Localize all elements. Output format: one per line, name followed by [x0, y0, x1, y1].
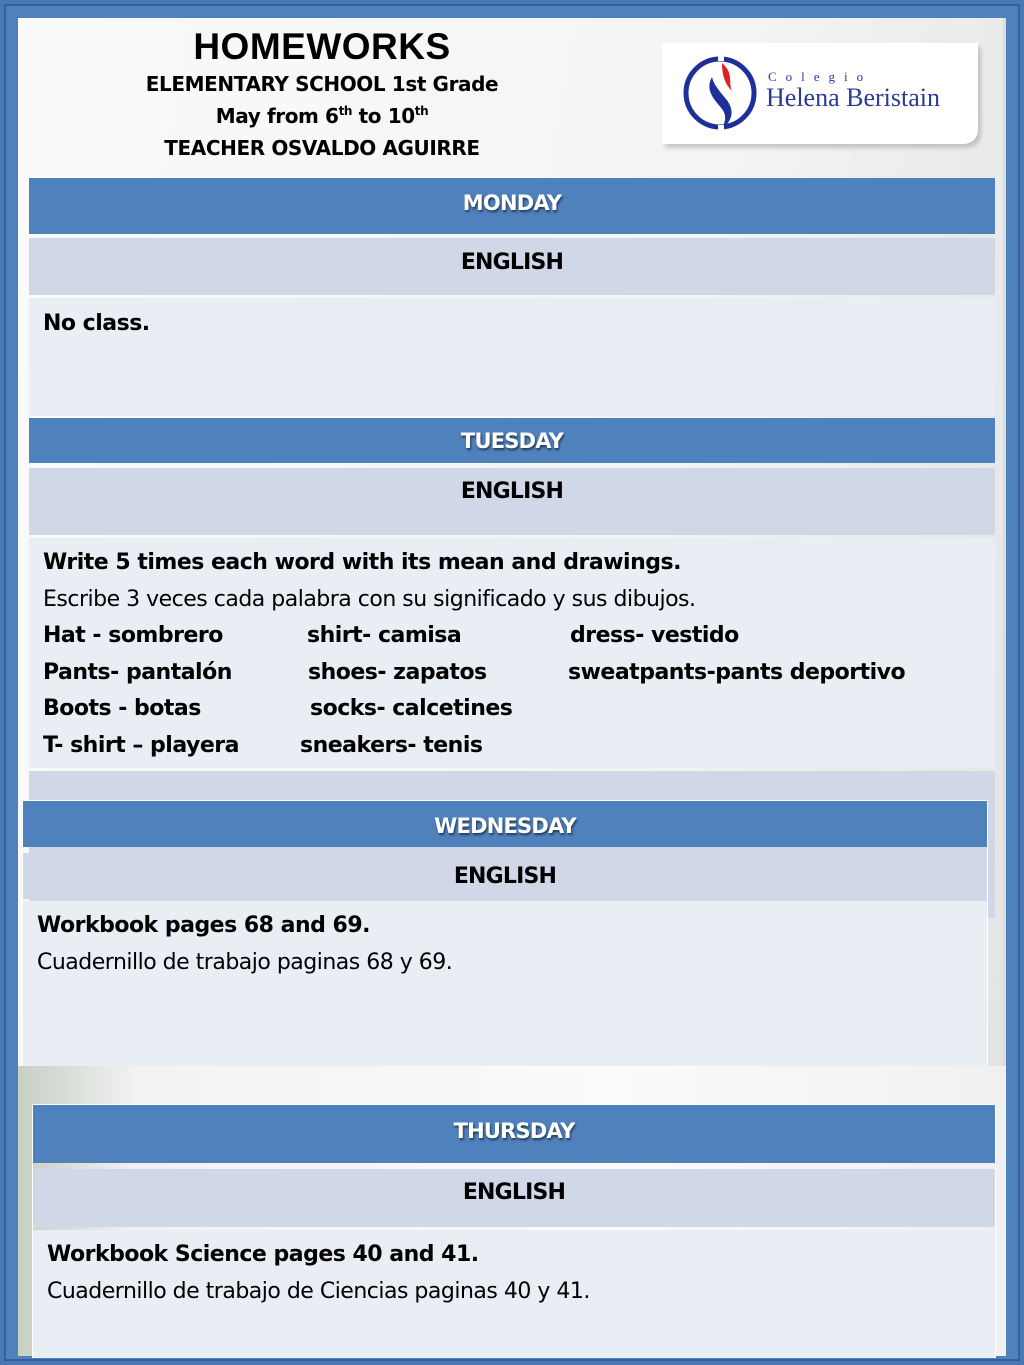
vocab-item: T- shirt – playera	[43, 732, 239, 758]
content-thursday	[33, 1230, 995, 1358]
day-header-wednesday: WEDNESDAY	[23, 801, 987, 847]
instruction-english: Write 5 times each word with its mean and drawings.	[43, 550, 681, 575]
vocab-item: sweatpants-pants deportivo	[568, 659, 906, 685]
subject-monday: ENGLISH	[29, 238, 995, 295]
date-end: to 10	[352, 104, 415, 128]
teacher-name: TEACHER OSVALDO AGUIRRE	[164, 136, 480, 160]
school-level: ELEMENTARY SCHOOL 1st Grade	[145, 72, 499, 96]
vocab-item: Hat - sombrero	[43, 623, 223, 648]
date-range	[100, 104, 544, 128]
subject-wednesday: ENGLISH	[23, 853, 987, 899]
date-end-suffix: th	[414, 104, 429, 118]
logo-small-text: Colegio	[768, 69, 873, 84]
vocab-item: shoes- zapatos	[308, 659, 487, 685]
instruction-spanish: Cuadernillo de trabajo paginas 68 y 69.	[37, 949, 453, 975]
instruction-english: Workbook pages 68 and 69.	[37, 913, 371, 938]
instruction-english: Workbook Science pages 40 and 41.	[47, 1242, 479, 1267]
vocab-row	[43, 691, 995, 728]
vocab-item: dress- vestido	[570, 623, 739, 648]
school-logo	[662, 43, 978, 144]
vocab-item: Pants- pantalón	[43, 659, 232, 685]
instruction-spanish: Cuadernillo de trabajo de Ciencias paginas 40 y 41.	[47, 1278, 590, 1304]
vocab-item: socks- calcetines	[310, 696, 513, 721]
subject-tuesday: ENGLISH	[29, 468, 995, 535]
vocab-row	[43, 728, 995, 765]
day-header-thursday: THURSDAY	[33, 1105, 995, 1163]
subject-thursday: ENGLISH	[33, 1169, 995, 1227]
logo-big-text: Helena Beristain	[766, 83, 940, 112]
flame-emblem-icon	[682, 51, 762, 135]
date-start: May from 6	[215, 104, 339, 128]
content-wednesday	[23, 901, 987, 1066]
monday-note: No class.	[43, 311, 150, 336]
monday-block	[29, 178, 995, 416]
vocab-row	[43, 655, 995, 692]
instruction-spanish: Escribe 3 veces cada palabra con su significado y sus dibujos.	[43, 586, 696, 612]
vocab-row	[43, 618, 995, 655]
content-monday	[29, 298, 995, 416]
content-tuesday	[29, 538, 995, 768]
vocab-item: sneakers- tenis	[300, 732, 483, 758]
thursday-block	[32, 1104, 996, 1358]
wednesday-block	[22, 800, 988, 1066]
vocab-item: shirt- camisa	[307, 623, 462, 648]
day-header-tuesday: TUESDAY	[29, 418, 995, 463]
day-header-monday: MONDAY	[29, 178, 995, 234]
date-start-suffix: th	[338, 104, 353, 118]
page-title: HOMEWORKS	[193, 26, 451, 67]
vocab-item: Boots - botas	[43, 696, 201, 721]
